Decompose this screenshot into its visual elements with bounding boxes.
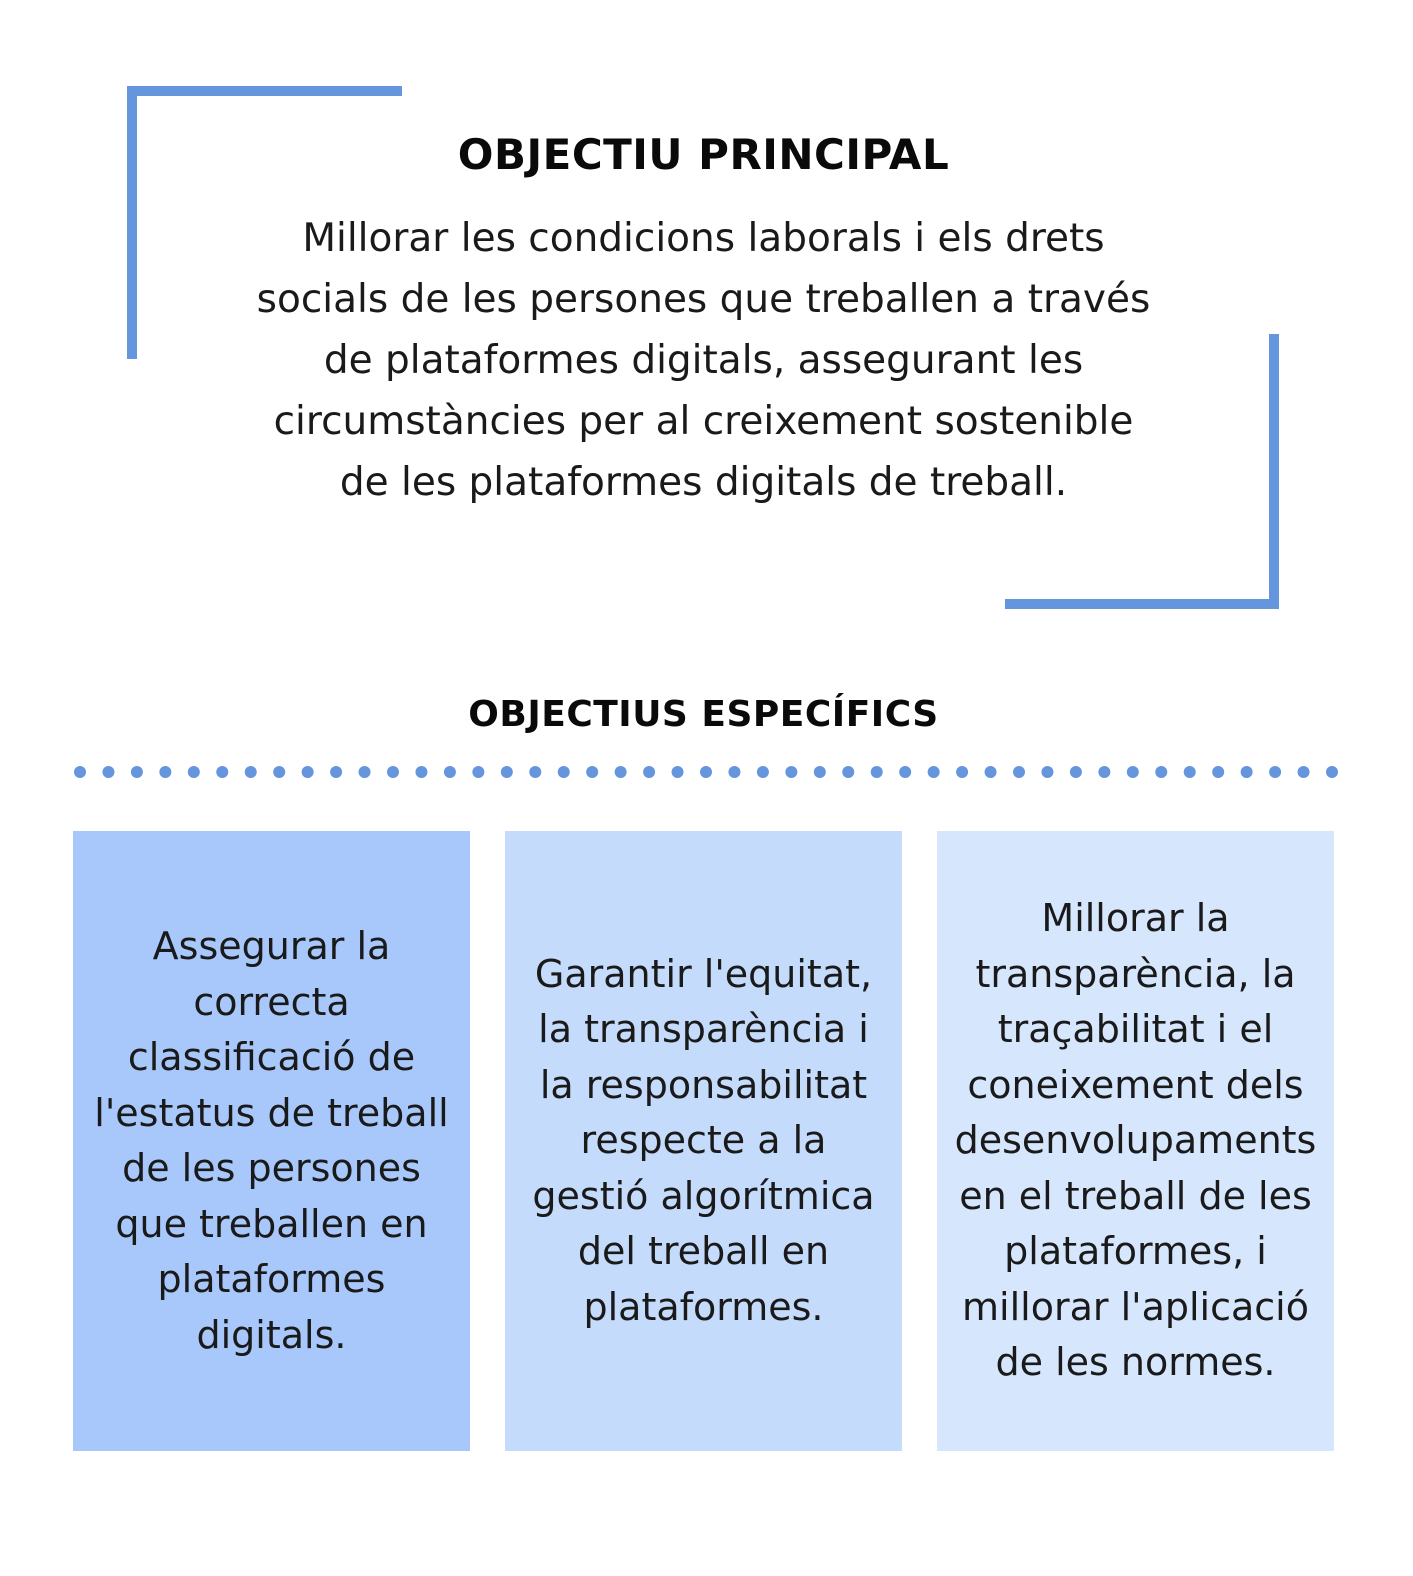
top-left-bracket-vertical [127,86,137,359]
divider-dot [899,766,911,778]
divider-dot [216,766,228,778]
bottom-right-bracket-horizontal [1005,599,1279,609]
divider-dot [928,766,940,778]
divider-dot [1326,766,1338,778]
divider-dot [672,766,684,778]
divider-dot [814,766,826,778]
divider-dot [245,766,257,778]
main-objective-title: OBJECTIU PRINCIPAL [457,130,950,179]
divider-dot [102,766,114,778]
divider-dot [1127,766,1139,778]
specific-objectives-title: OBJECTIUS ESPECÍFICS [468,694,939,735]
divider-dot [359,766,371,778]
divider-dot [700,766,712,778]
divider-dot [415,766,427,778]
divider-dot [273,766,285,778]
divider-dot [1269,766,1281,778]
divider-dot [302,766,314,778]
divider-dot [757,766,769,778]
divider-dot [558,766,570,778]
divider-dot [131,766,143,778]
top-left-bracket-horizontal [127,86,402,96]
divider-dot [529,766,541,778]
specific-objective-text-2: Garantir l'equitat, la transparència i la responsabilitat respecte a la gestió algorítmica del treball en plataformes. [532,951,875,1329]
divider-dot [871,766,883,778]
bottom-right-bracket-vertical [1269,334,1279,609]
divider-dot [1098,766,1110,778]
divider-dot [615,766,627,778]
divider-dot [188,766,200,778]
divider-dot [444,766,456,778]
dotted-divider [74,765,1338,779]
divider-dot [1241,766,1253,778]
divider-dot [985,766,997,778]
divider-dot [1212,766,1224,778]
divider-dot [643,766,655,778]
specific-objective-text-3: Millorar la transparència, la traçabilitat i el coneixement dels desenvolupaments en el treball de les plataformes, i millorar l'aplicació de les normes. [954,896,1317,1385]
divider-dot [1013,766,1025,778]
specific-objective-card-2 [505,831,902,1451]
specific-objective-card-3 [937,831,1334,1451]
divider-dot [74,766,86,778]
divider-dot [472,766,484,778]
divider-dot [387,766,399,778]
divider-dot [159,766,171,778]
divider-dot [1298,766,1310,778]
divider-dot [956,766,968,778]
specific-objective-card-1 [73,831,470,1451]
divider-dot [1155,766,1167,778]
divider-dot [330,766,342,778]
divider-dot [1070,766,1082,778]
divider-dot [842,766,854,778]
divider-dot [586,766,598,778]
divider-dot [501,766,513,778]
divider-dot [785,766,797,778]
main-objective-text: Millorar les condicions laborals i els drets socials de les persones que treballen a través de plataformes digitals, assegurant les circumstàncies per al creixement sostenible de les plataformes digitals de treball. [256,216,1151,505]
specific-objective-text-1: Assegurar la correcta classificació de l'estatus de treball de les persones que treballen en plataformes digitals. [94,924,449,1357]
divider-dot [1041,766,1053,778]
divider-dot [728,766,740,778]
divider-dot [1184,766,1196,778]
